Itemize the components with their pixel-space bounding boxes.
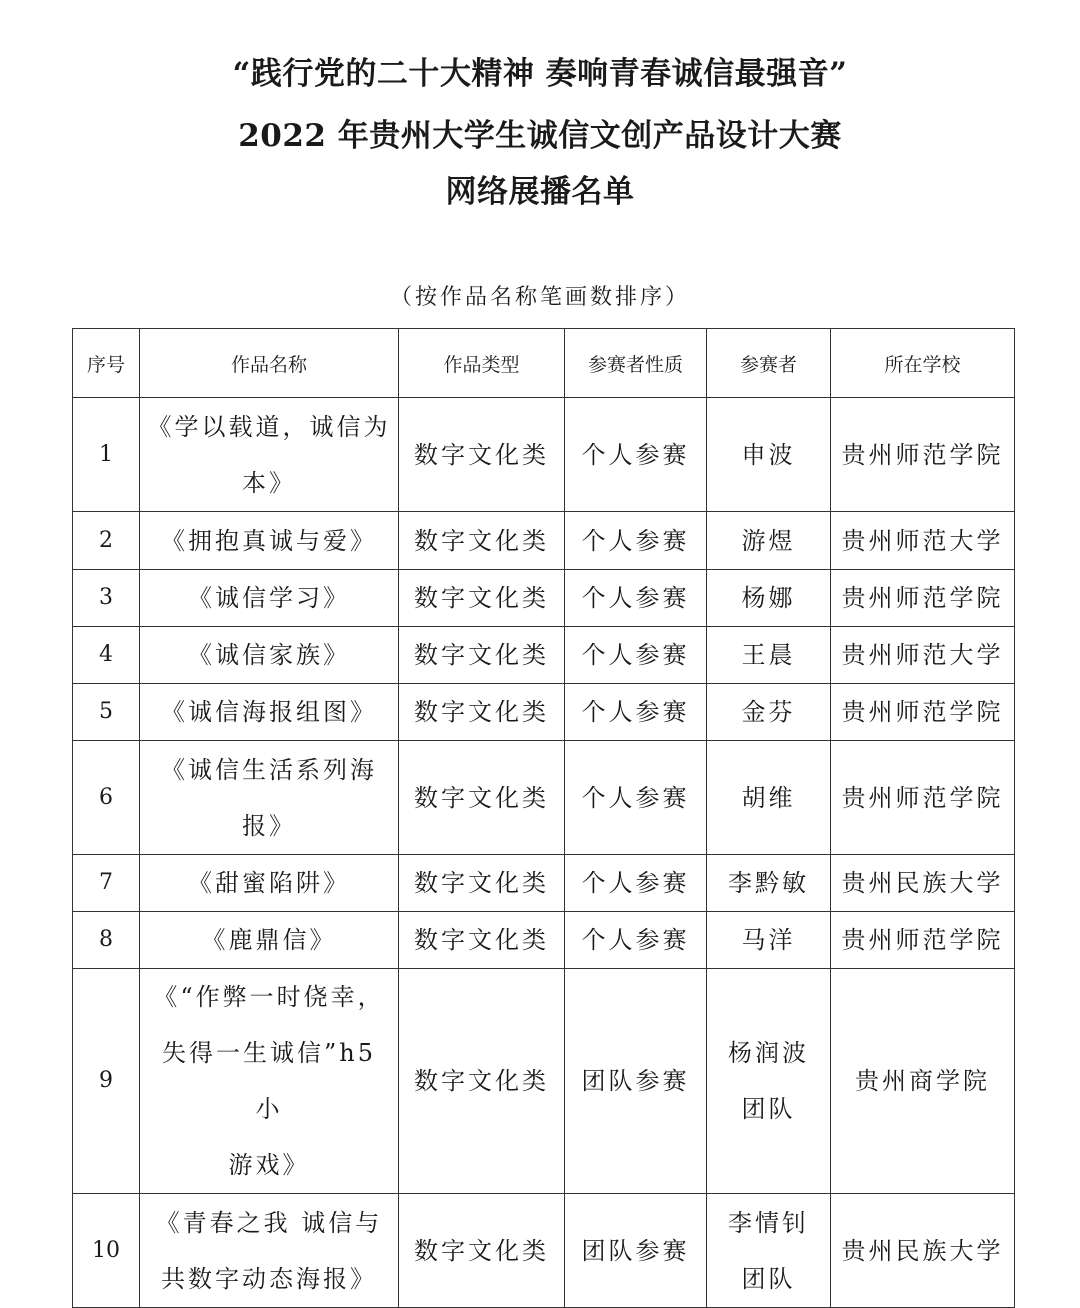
cell-participant-line: 李情钊 xyxy=(728,1208,809,1237)
cell-work-name xyxy=(140,570,399,627)
cell-school: 贵州师范大学 xyxy=(831,627,1015,684)
cell-work-name xyxy=(140,855,399,912)
cell-participant xyxy=(707,684,831,741)
cell-school: 贵州民族大学 xyxy=(831,855,1015,912)
cell-work-name-line: 《青春之我 诚信与 xyxy=(155,1208,383,1237)
cell-work-type: 数字文化类 xyxy=(399,512,565,570)
cell-work-type: 数字文化类 xyxy=(399,627,565,684)
document-title-line-2: 2022 年贵州大学生诚信文创产品设计大赛 xyxy=(238,118,842,154)
cell-participant-line: 游煜 xyxy=(741,526,796,555)
header-participant-nature: 参赛者性质 xyxy=(565,329,707,398)
cell-participant xyxy=(707,1194,831,1308)
header-work-name: 作品名称 xyxy=(140,329,399,398)
cell-participant-line: 金芬 xyxy=(741,698,796,726)
cell-work-name-line: 《甜蜜陷阱》 xyxy=(188,869,350,897)
results-table xyxy=(72,328,1015,1308)
cell-work-name-line: 本》 xyxy=(242,468,296,497)
header-participant: 参赛者 xyxy=(707,329,831,398)
cell-work-name-line: 共数字动态海报》 xyxy=(161,1264,377,1293)
cell-work-name-line: 《诚信学习》 xyxy=(188,584,350,612)
table-row xyxy=(73,570,1015,627)
cell-work-name xyxy=(140,912,399,969)
cell-work-type: 数字文化类 xyxy=(399,398,565,512)
cell-work-type: 数字文化类 xyxy=(399,570,565,627)
cell-participant-nature: 个人参赛 xyxy=(565,570,707,627)
cell-participant xyxy=(707,855,831,912)
document-title-line-3: 网络展播名单 xyxy=(445,174,635,210)
cell-work-type: 数字文化类 xyxy=(399,684,565,741)
cell-participant xyxy=(707,912,831,969)
cell-participant-line: 杨娜 xyxy=(741,584,796,612)
cell-no: 6 xyxy=(73,741,140,855)
table-header-row xyxy=(73,329,1015,398)
cell-work-name xyxy=(140,398,399,512)
cell-school: 贵州师范学院 xyxy=(831,398,1015,512)
cell-participant xyxy=(707,512,831,570)
cell-participant-nature: 个人参赛 xyxy=(565,512,707,570)
table-row xyxy=(73,398,1015,512)
table-row xyxy=(73,855,1015,912)
table-row xyxy=(73,969,1015,1194)
header-no: 序号 xyxy=(73,329,140,398)
cell-school: 贵州商学院 xyxy=(831,969,1015,1194)
cell-participant-nature: 团队参赛 xyxy=(565,1194,707,1308)
cell-school: 贵州师范学院 xyxy=(831,741,1015,855)
cell-work-name xyxy=(140,627,399,684)
cell-school: 贵州师范学院 xyxy=(831,912,1015,969)
cell-school: 贵州民族大学 xyxy=(831,1194,1015,1308)
cell-no: 7 xyxy=(73,855,140,912)
cell-work-name xyxy=(140,512,399,570)
table-row xyxy=(73,1194,1015,1308)
cell-participant-line: 胡维 xyxy=(741,783,796,812)
cell-work-name-line: 《拥抱真诚与爱》 xyxy=(161,526,377,555)
cell-participant xyxy=(707,741,831,855)
cell-no: 1 xyxy=(73,398,140,512)
cell-participant-line: 杨润波 xyxy=(728,1039,809,1067)
cell-work-name-line: 《“作弊一时侥幸， xyxy=(153,983,385,1011)
cell-no: 9 xyxy=(73,969,140,1194)
cell-participant xyxy=(707,969,831,1194)
cell-participant-nature: 个人参赛 xyxy=(565,627,707,684)
cell-participant-line: 王晨 xyxy=(741,641,796,669)
cell-work-name-line: 失得一生诚信”h5 小 xyxy=(162,1039,376,1123)
table-row xyxy=(73,741,1015,855)
cell-participant xyxy=(707,627,831,684)
document-title-line-1: “践行党的二十大精神 奏响青春诚信最强音” xyxy=(232,56,848,92)
table-row xyxy=(73,912,1015,969)
cell-work-name-line: 《诚信家族》 xyxy=(188,641,350,669)
cell-participant-nature: 个人参赛 xyxy=(565,684,707,741)
cell-work-type: 数字文化类 xyxy=(399,1194,565,1308)
cell-no: 5 xyxy=(73,684,140,741)
cell-work-type: 数字文化类 xyxy=(399,969,565,1194)
cell-work-name xyxy=(140,1194,399,1308)
table-row xyxy=(73,684,1015,741)
cell-participant-line: 马洋 xyxy=(741,926,796,954)
table-row xyxy=(73,627,1015,684)
cell-no: 3 xyxy=(73,570,140,627)
cell-no: 2 xyxy=(73,512,140,570)
cell-participant-line: 团队 xyxy=(741,1264,796,1293)
cell-participant-line: 申波 xyxy=(741,440,796,469)
cell-work-name xyxy=(140,969,399,1194)
cell-participant-nature: 个人参赛 xyxy=(565,741,707,855)
cell-work-type: 数字文化类 xyxy=(399,741,565,855)
cell-participant xyxy=(707,398,831,512)
cell-participant-line: 李黔敏 xyxy=(728,869,809,897)
cell-no: 8 xyxy=(73,912,140,969)
cell-work-name-line: 《鹿鼎信》 xyxy=(201,926,337,954)
cell-work-name-line: 《学以载道，诚信为 xyxy=(147,412,391,441)
cell-work-name-line: 报》 xyxy=(242,811,296,840)
sort-note: （按作品名称笔画数排序） xyxy=(389,285,690,310)
cell-work-name-line: 《诚信海报组图》 xyxy=(161,698,377,726)
table-row xyxy=(73,512,1015,570)
cell-no: 10 xyxy=(73,1194,140,1308)
cell-participant-nature: 个人参赛 xyxy=(565,398,707,512)
cell-work-name-line: 游戏》 xyxy=(228,1151,310,1179)
cell-participant-line: 团队 xyxy=(741,1095,796,1123)
cell-school: 贵州师范大学 xyxy=(831,512,1015,570)
cell-work-name xyxy=(140,684,399,741)
cell-no: 4 xyxy=(73,627,140,684)
header-school: 所在学校 xyxy=(831,329,1015,398)
cell-participant xyxy=(707,570,831,627)
cell-work-type: 数字文化类 xyxy=(399,912,565,969)
cell-participant-nature: 个人参赛 xyxy=(565,855,707,912)
cell-participant-nature: 团队参赛 xyxy=(565,969,707,1194)
cell-work-name-line: 《诚信生活系列海 xyxy=(161,755,377,784)
header-work-type: 作品类型 xyxy=(399,329,565,398)
cell-work-name xyxy=(140,741,399,855)
cell-school: 贵州师范学院 xyxy=(831,570,1015,627)
cell-participant-nature: 个人参赛 xyxy=(565,912,707,969)
cell-school: 贵州师范学院 xyxy=(831,684,1015,741)
cell-work-type: 数字文化类 xyxy=(399,855,565,912)
